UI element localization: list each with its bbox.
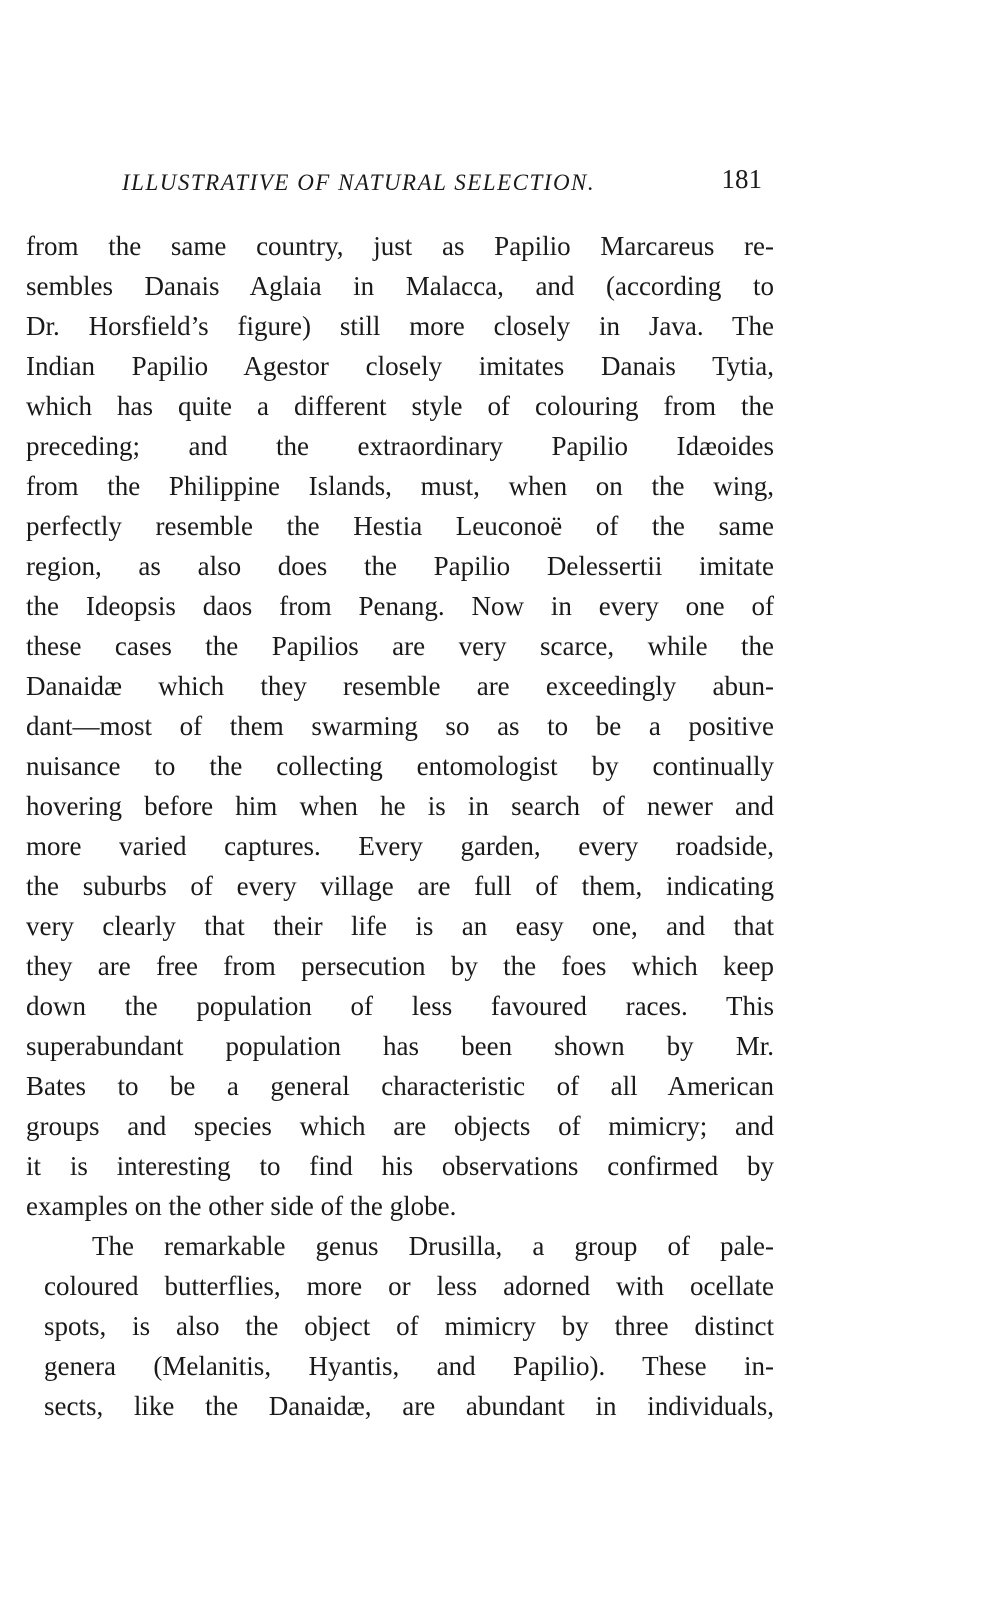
text-line: the suburbs of every village are full of them, indicating	[26, 871, 774, 901]
text-line: region, as also does the Papilio Delessertii imitate	[26, 551, 774, 581]
text-line: superabundant population has been shown by Mr.	[26, 1031, 774, 1061]
text-line: Indian Papilio Agestor closely imitates Danais Tytia,	[26, 351, 774, 381]
text-line: down the population of less favoured races. This	[26, 991, 774, 1021]
text-line: groups and species which are objects of mimicry; and	[26, 1111, 774, 1141]
text-line: more varied captures. Every garden, every roadside,	[26, 831, 774, 861]
text-line: these cases the Papilios are very scarce, while the	[26, 631, 774, 661]
text-line: Bates to be a general characteristic of all American	[26, 1071, 774, 1101]
text-line: The remarkable genus Drusilla, a group of pale-	[92, 1231, 774, 1261]
text-line: the Ideopsis daos from Penang. Now in every one of	[26, 591, 774, 621]
text-line: perfectly resemble the Hestia Leuconoë of the same	[26, 511, 774, 541]
body-text	[26, 226, 774, 1426]
text-line: it is interesting to find his observations confirmed by	[26, 1151, 774, 1181]
text-line: Dr. Horsfield’s figure) still more closely in Java. The	[26, 311, 774, 341]
text-line: they are free from persecution by the foes which keep	[26, 951, 774, 981]
text-line: Danaidæ which they resemble are exceedingly abun-	[26, 671, 774, 701]
text-line: sembles Danais Aglaia in Malacca, and (according to	[26, 271, 774, 301]
text-line: coloured butterflies, more or less adorned with ocellate	[44, 1271, 774, 1301]
page-number: 181	[721, 164, 762, 194]
text-line: examples on the other side of the globe.	[26, 1191, 457, 1221]
text-line: sects, like the Danaidæ, are abundant in individuals,	[44, 1391, 774, 1421]
text-line: dant—most of them swarming so as to be a positive	[26, 711, 774, 741]
text-line: nuisance to the collecting entomologist by continually	[26, 751, 774, 781]
text-line: preceding; and the extraordinary Papilio Idæoides	[26, 431, 774, 461]
text-line: which has quite a different style of colouring from the	[26, 391, 774, 421]
paragraph-1	[26, 226, 774, 1226]
text-line: hovering before him when he is in search of newer and	[26, 791, 774, 821]
running-title: ILLUSTRATIVE OF NATURAL SELECTION.	[122, 170, 596, 195]
text-line: from the same country, just as Papilio Marcareus re-	[26, 231, 774, 261]
running-head	[122, 164, 762, 204]
text-line: spots, is also the object of mimicry by three distinct	[44, 1311, 774, 1341]
text-line: very clearly that their life is an easy one, and that	[26, 911, 774, 941]
text-line: genera (Melanitis, Hyantis, and Papilio). These in-	[44, 1351, 774, 1381]
text-line: from the Philippine Islands, must, when on the wing,	[26, 471, 774, 501]
paragraph-2	[44, 1226, 774, 1426]
